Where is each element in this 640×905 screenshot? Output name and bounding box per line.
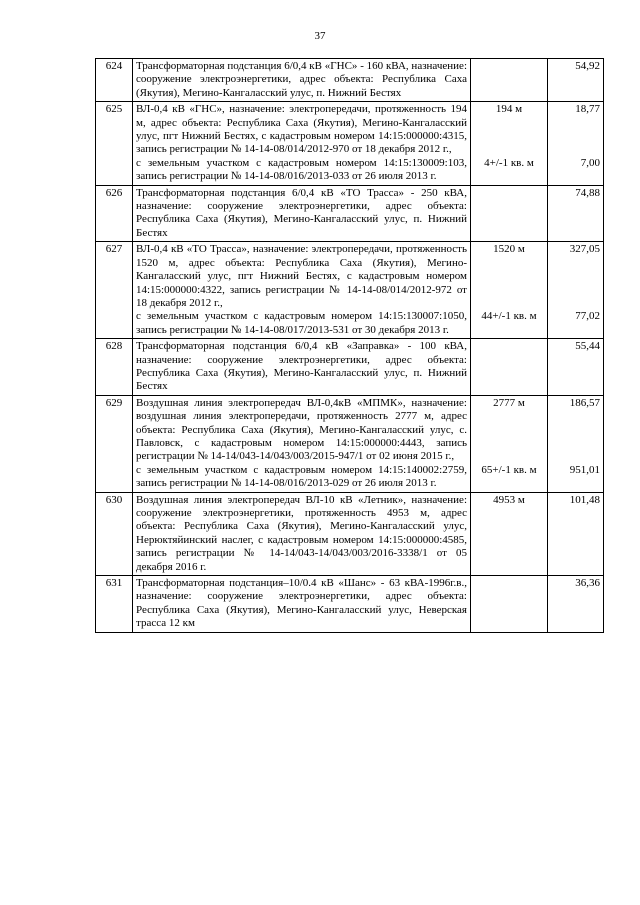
row-number: 629: [96, 395, 133, 492]
description-cell: [133, 576, 471, 633]
value-cell: [548, 185, 604, 242]
quantity-text: [474, 340, 544, 394]
row-number: 625: [96, 102, 133, 185]
value-text: 7,00: [580, 156, 600, 169]
value-text: 186,57: [569, 396, 600, 409]
value-text: 55,44: [575, 340, 600, 353]
value-cell: [548, 242, 604, 339]
description-text: Трансформаторная подстанция 6/0,4 кВ «ТО Трасса» - 250 кВА, назначение: сооружение электроэнергетики, адрес объекта: Республика Саха (Якутия), Мегино-Кангаласский улус, п. Нижний Бестях: [136, 186, 467, 239]
row-number: 628: [96, 339, 133, 396]
value-text: 36,36: [575, 577, 600, 590]
quantity-text: 2777 м: [493, 396, 525, 409]
quantity-text: [474, 187, 544, 241]
description-cell: [133, 242, 471, 339]
row-number: 627: [96, 242, 133, 339]
value-text: 327,05: [569, 243, 600, 256]
quantity-cell: [471, 576, 548, 633]
description-text: Трансформаторная подстанция–10/0.4 кВ «Шанс» - 63 кВА-1996г.в., назначение: сооружение электроэнергетики, адрес объекта: Республика Саха (Якутия), Мегино-Кангаласский улус, Неверская трасса 12 км: [136, 577, 467, 630]
row-number: 626: [96, 185, 133, 242]
quantity-text: 4953 м: [493, 493, 525, 506]
value-text: 54,92: [575, 60, 600, 72]
value-text: 74,88: [575, 186, 600, 199]
description-text: с земельным участком с кадастровым номером 14:15:130009:103, запись регистрации № 14-14-08/016/2013-033 от 26 июля 2013 г.: [136, 156, 467, 183]
quantity-text: [474, 60, 544, 100]
description-text: Воздушная линия электропередач ВЛ-0,4кВ «МПМК», назначение: воздушная линия электропередачи, протяженность 2777 м, адрес объекта: Республика Саха (Якутия), Мегино-Кангаласский улус, с. Павловск, с кадастровым номером 14:15:000000:4443, запись регистрации № 14-14/043-14/043/003/2015-947/1 от 02 июня 2015 г.,: [136, 396, 467, 463]
row-number: 630: [96, 492, 133, 575]
page-number: 37: [314, 30, 326, 42]
description-cell: [133, 59, 471, 102]
quantity-cell: [471, 102, 548, 185]
table-row: [96, 102, 604, 185]
value-cell: [548, 576, 604, 633]
quantity-text: 1520 м: [493, 243, 525, 256]
quantity-text: 44+/-1 кв. м: [481, 310, 537, 323]
quantity-text: 65+/-1 кв. м: [481, 463, 537, 476]
description-cell: [133, 102, 471, 185]
property-register-table: [95, 58, 604, 633]
value-text: 101,48: [569, 493, 600, 506]
description-cell: [133, 492, 471, 575]
value-cell: [548, 59, 604, 102]
description-text: Трансформаторная подстанция 6/0,4 кВ «ГНС» - 160 кВА, назначение: сооружение электроэнергетики, адрес объекта: Республика Саха (Якутия), Мегино-Кангаласский улус, п. Нижний Бестях: [136, 60, 467, 99]
quantity-cell: [471, 185, 548, 242]
quantity-cell: [471, 242, 548, 339]
table-row: [96, 395, 604, 492]
quantity-text: 4+/-1 кв. м: [484, 156, 534, 169]
table-row: [96, 59, 604, 102]
table-row: [96, 492, 604, 575]
quantity-cell: [471, 492, 548, 575]
table-row: [96, 339, 604, 396]
value-cell: [548, 395, 604, 492]
row-number: 631: [96, 576, 133, 633]
table-row: [96, 242, 604, 339]
description-cell: [133, 339, 471, 396]
value-cell: [548, 102, 604, 185]
description-text: Воздушная линия электропередач ВЛ-10 кВ «Летник», назначение: сооружение электроэнергетики, протяженность 4953 м, адрес объекта: Республика Саха (Якутия), Мегино-Кангаласский улус, Нерюктяйинский наслег, с кадастровым номером 14:15:000000:4585, запись регистрации № 14-14/043-14/043/003/2016-3338/1 от 05 декабря 2016 г.: [136, 493, 467, 573]
quantity-cell: [471, 339, 548, 396]
description-text: с земельным участком с кадастровым номером 14:15:140002:2759, запись регистрации № 14-14-08/016/2013-029 от 26 июля 2013 г.: [136, 463, 467, 490]
value-text: 951,01: [569, 463, 600, 476]
description-cell: [133, 395, 471, 492]
value-text: 77,02: [575, 310, 600, 323]
description-text: ВЛ-0,4 кВ «ТО Трасса», назначение: электропередачи, протяженность 1520 м, адрес объекта: Республика Саха (Якутия), Мегино-Кангаласский улус, пгт Нижний Бестях, с кадастровым номером 14:15:000000:4322, запись регистрации № 14-14-08/014/2012-972 от 18 декабря 2012 г.,: [136, 243, 467, 309]
description-text: ВЛ-0,4 кВ «ГНС», назначение: электропередачи, протяженность 194 м, адрес объекта: Республика Саха (Якутия), Мегино-Кангаласский улус, пгт Нижний Бестях, с кадастровым номером 14:15:000000:4315, запись регистрации № 14-14-08/014/2012-970 от 18 декабря 2012 г.,: [136, 103, 467, 156]
table-row: [96, 576, 604, 633]
value-cell: [548, 339, 604, 396]
description-cell: [133, 185, 471, 242]
quantity-cell: [471, 59, 548, 102]
quantity-text: [474, 577, 544, 631]
row-number: 624: [96, 59, 133, 102]
description-text: с земельным участком с кадастровым номером 14:15:130007:1050, запись регистрации № 14-14-08/017/2013-531 от 30 декабря 2013 г.: [136, 310, 467, 336]
register-body: [96, 59, 604, 633]
quantity-text: 194 м: [495, 103, 523, 116]
table-row: [96, 185, 604, 242]
value-cell: [548, 492, 604, 575]
quantity-cell: [471, 395, 548, 492]
description-text: Трансформаторная подстанция 6/0,4 кВ «Заправка» - 100 кВА, назначение: сооружение электроэнергетики, адрес объекта: Республика Саха (Якутия), Мегино-Кангаласский улус, п. Нижний Бестях: [136, 340, 467, 393]
value-text: 18,77: [575, 103, 600, 116]
